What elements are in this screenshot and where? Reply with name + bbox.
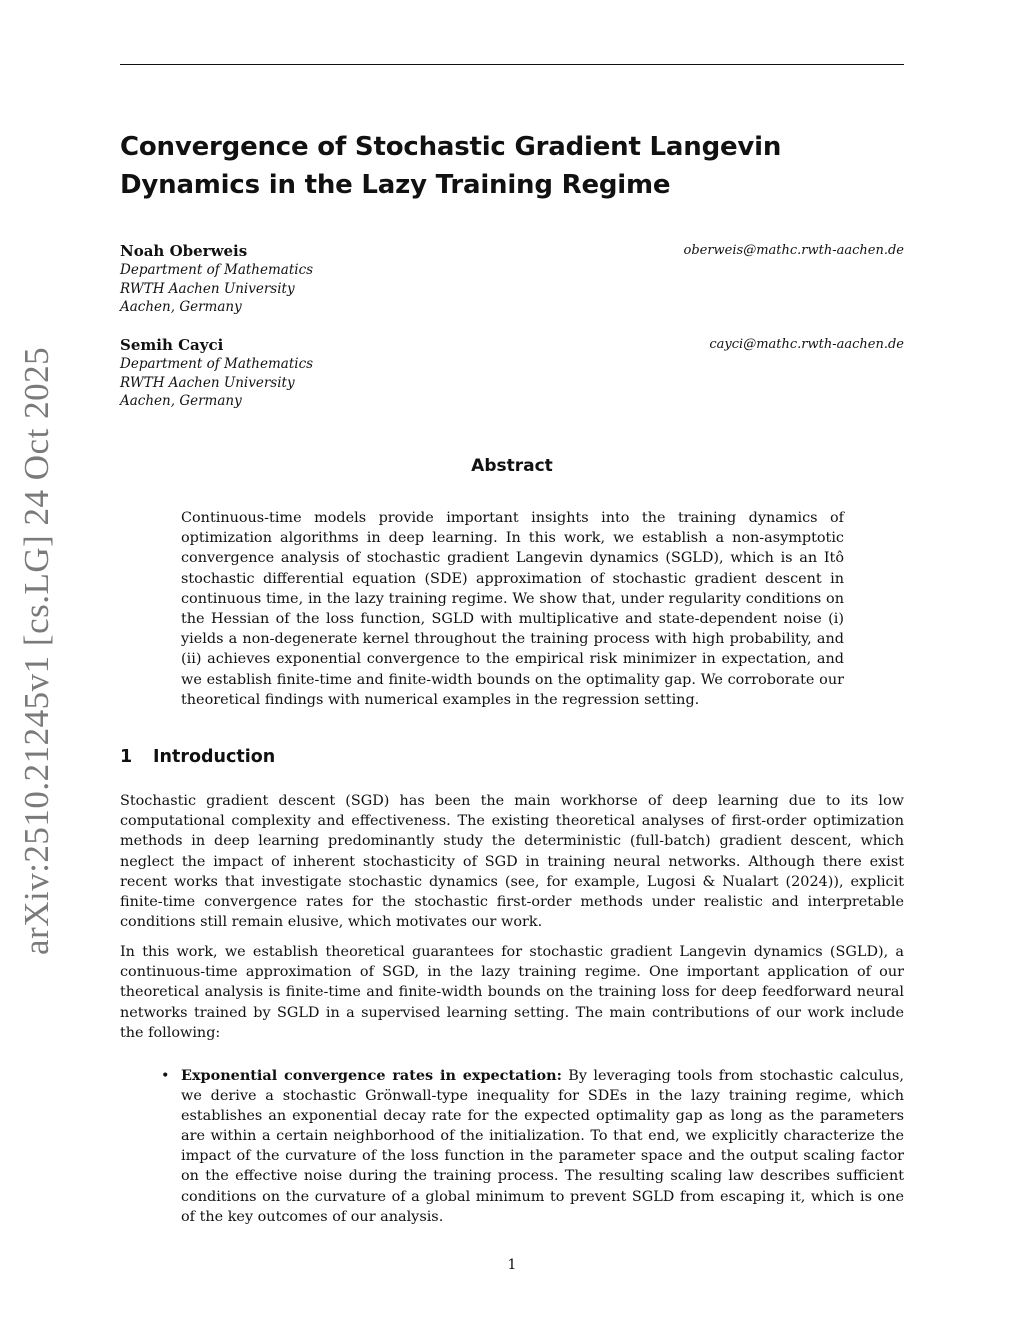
section-heading: [120, 747, 275, 767]
author-institution: RWTH Aachen University: [120, 374, 295, 391]
bullet-title: Exponential convergence rates in expectation:: [181, 1067, 562, 1084]
section-number: 1: [120, 747, 133, 767]
intro-paragraph: In this work, we establish theoretical guarantees for stochastic gradient Langevin dynamics (SGLD), a continuous-time approximation of SGD, in the lazy training regime. One important application of our theoretical analysis is finite-time and finite-width bounds on the training loss for deep feedforward neural networks trained by SGLD in a supervised learning setting. The main contributions of our work include the following:: [120, 944, 904, 1041]
author-email[interactable]: cayci@mathc.rwth-aachen.de: [709, 337, 904, 352]
author-department: Department of Mathematics: [120, 356, 314, 372]
author-location: Aachen, Germany: [120, 393, 242, 410]
arxiv-stamp: arXiv:2510.21245v1 [cs.LG] 24 Oct 2025: [17, 346, 56, 955]
contributions-list: [161, 1066, 904, 1227]
intro-paragraph: Stochastic gradient descent (SGD) has been the main workhorse of deep learning due to its low computational complexity and effectiveness. The existing theoretical analyses of first-order optimization methods in deep learning predominantly study the deterministic (full-batch) gradient descent, which neglect the impact of inherent stochasticity of SGD in training neural networks. Although there exist recent works that investigate stochastic dynamics (see, for example, Lugosi & Nualart (2024)), explicit finite-time convergence rates for the stochastic first-order methods under realistic and interpretable conditions still remain elusive, which motivates our work.: [120, 793, 904, 931]
page-number: 1: [507, 1257, 517, 1273]
top-rule: [120, 64, 904, 65]
bullet-text: By leveraging tools from stochastic calculus, we derive a stochastic Grönwall-type inequality for SDEs in the lazy training regime, which establishes an exponential decay rate for the expected optimality gap as long as the parameters are within a certain neighborhood of the initialization. To that end, we explicitly characterize the impact of the curvature of the loss function in the parameter space and the output scaling factor on the effective noise during the training process. The resulting scaling law describes sufficient conditions on the curvature of a global minimum to prevent SGLD from escaping it, which is one of the key outcomes of our analysis.: [181, 1068, 904, 1225]
section-title: Introduction: [153, 747, 276, 767]
author-email[interactable]: oberweis@mathc.rwth-aachen.de: [683, 243, 904, 258]
paper-title: Convergence of Stochastic Gradient Langevin Dynamics in the Lazy Training Regime: [120, 132, 782, 200]
author-department: Department of Mathematics: [120, 262, 314, 278]
bullet-icon: •: [161, 1068, 170, 1084]
list-item: [161, 1066, 904, 1227]
author-name: Noah Oberweis: [120, 242, 248, 260]
author-block: [120, 242, 904, 317]
abstract-text: Continuous-time models provide important insights into the training dynamics of optimization algorithms in deep learning. In this work, we establish a non-asymptotic convergence analysis of stochastic gradient Langevin dynamics (SGLD), which is an Itô stochastic differential equation (SDE) approximation of stochastic gradient descent in continuous time, in the lazy training regime. We show that, under regularity conditions on the Hessian of the loss function, SGLD with multiplicative and state-dependent noise (i) yields a non-degenerate kernel throughout the training process with high probability, and (ii) achieves exponential convergence to the empirical risk minimizer in expectation, and we establish finite-time and finite-width bounds on the optimality gap. We corroborate our theoretical findings with numerical examples in the regression setting.: [181, 510, 844, 708]
author-institution: RWTH Aachen University: [120, 280, 295, 297]
abstract-heading: Abstract: [471, 456, 553, 476]
author-block: [120, 336, 904, 411]
author-name: Semih Cayci: [120, 336, 224, 354]
author-location: Aachen, Germany: [120, 299, 242, 316]
